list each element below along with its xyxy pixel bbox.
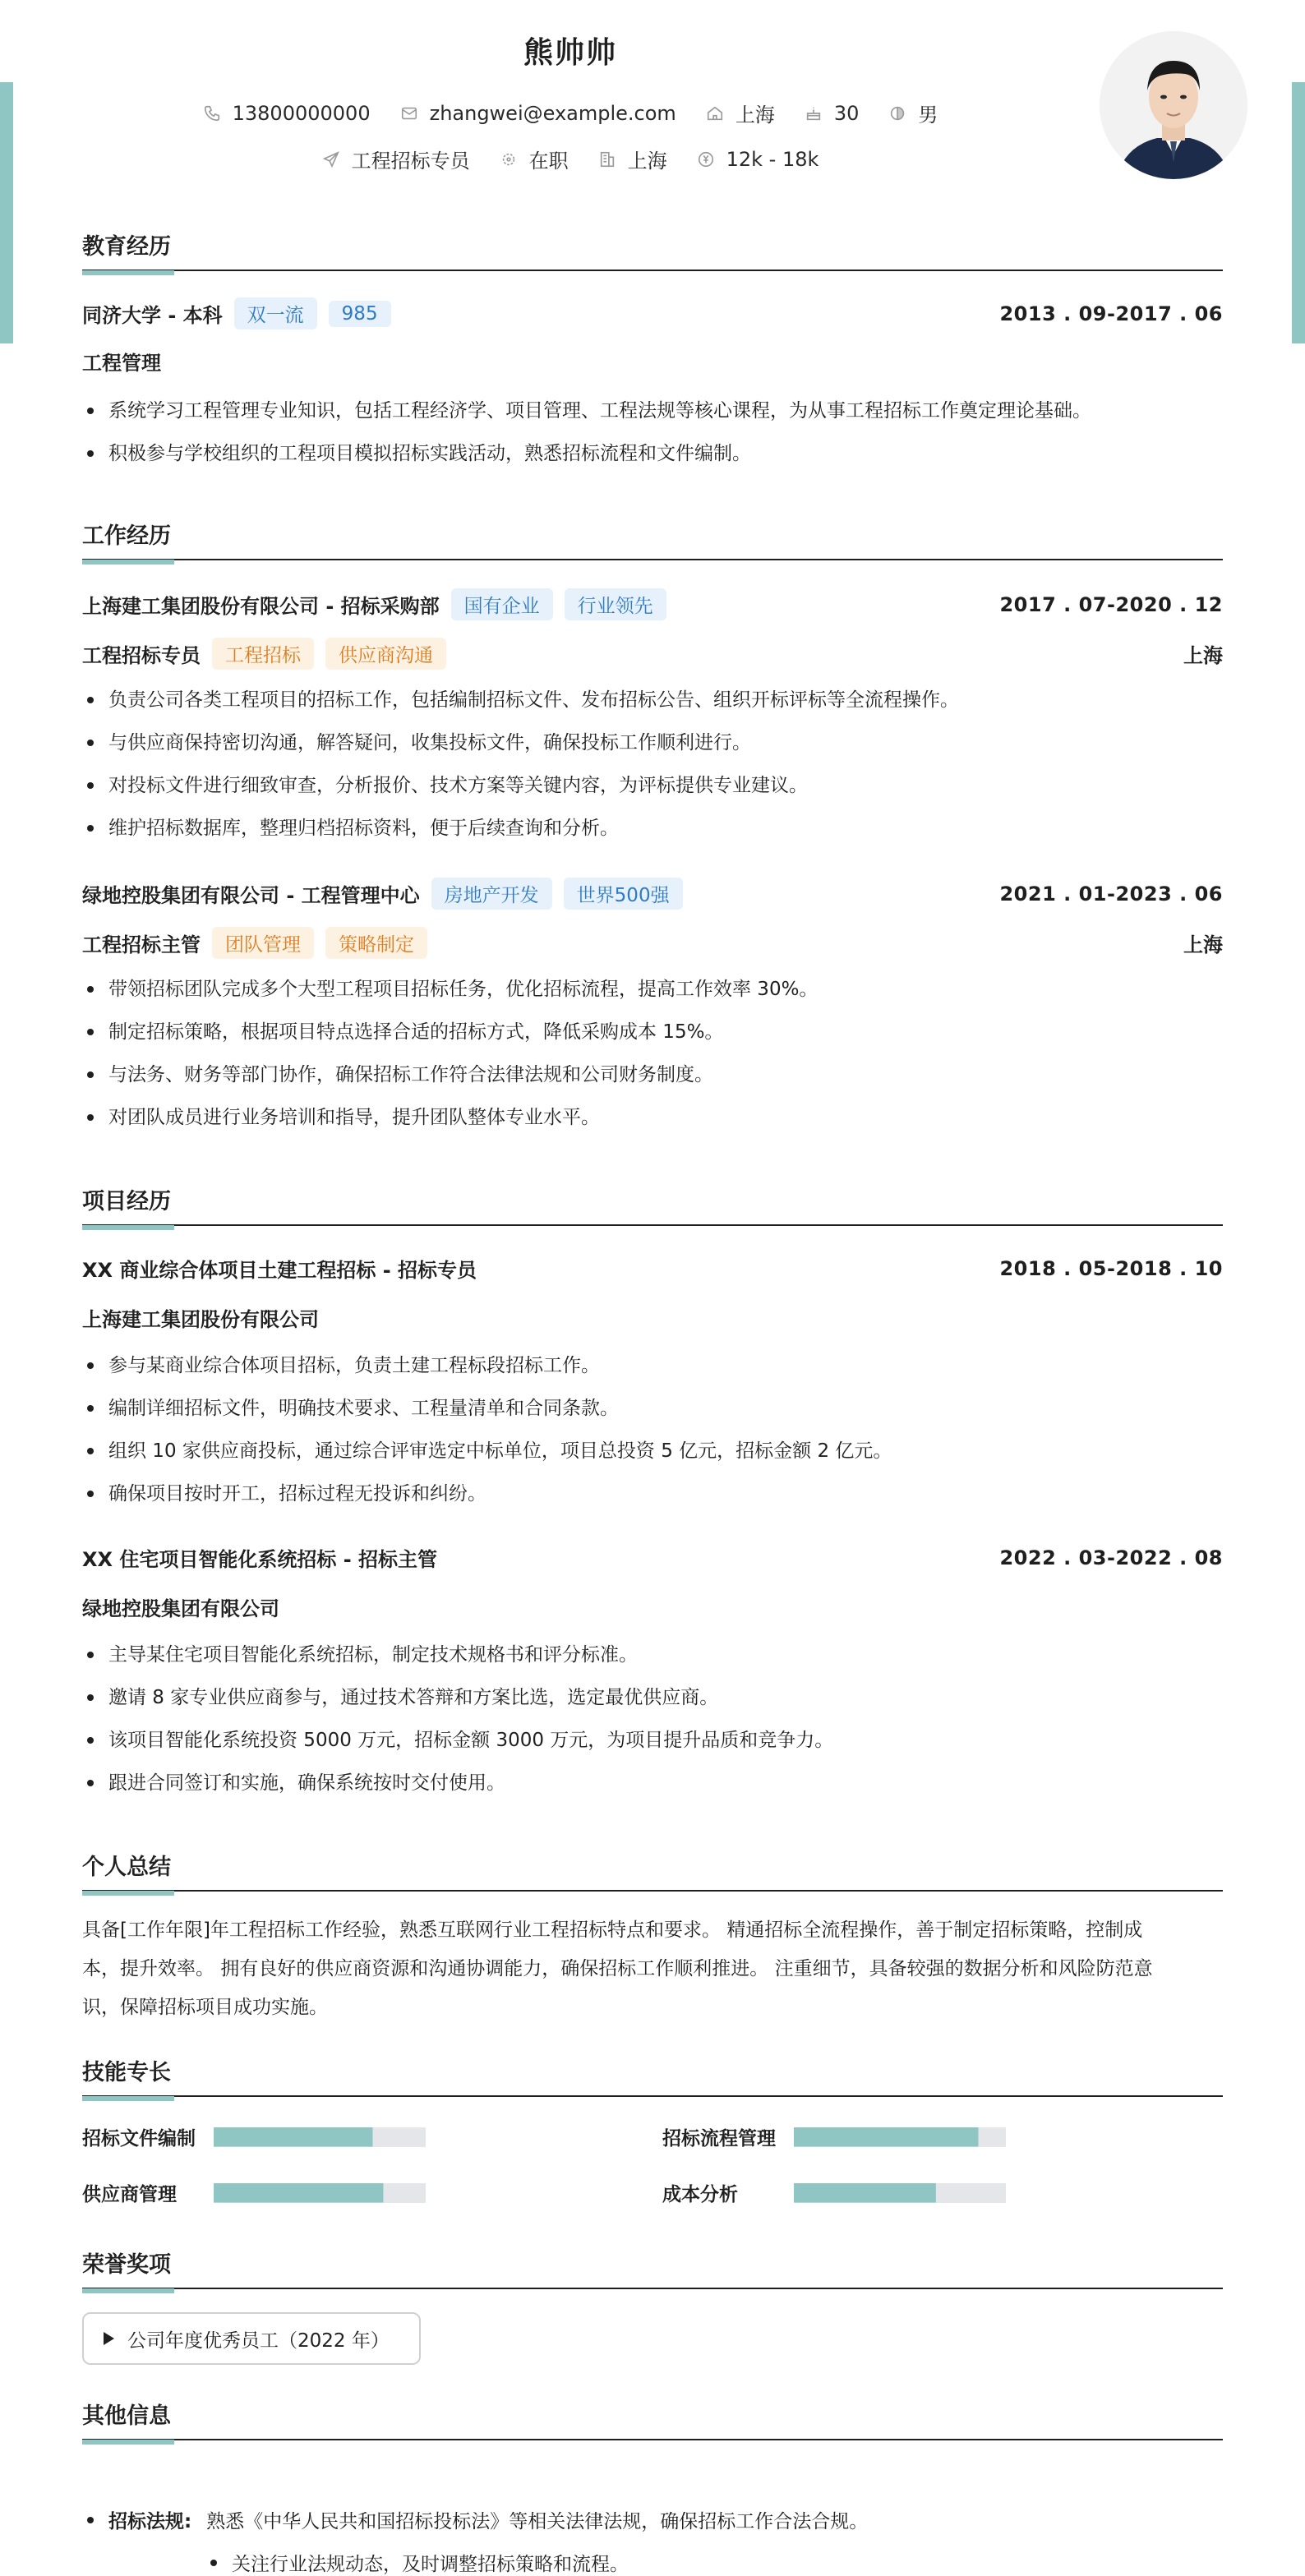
right-accent-bar	[1292, 82, 1305, 343]
section-underline	[82, 560, 174, 565]
position-item	[322, 145, 470, 173]
list-item: 与供应商保持密切沟通，解答疑问，收集投标文件，确保投标工作顺利进行。	[82, 721, 1223, 764]
project-name: XX 住宅项目智能化系统招标 - 招标主管	[82, 1548, 438, 1571]
summary-line: 本，提升效率。 拥有良好的供应商资源和沟通协调能力，确保招标工作顺利推进。 注重细节，具备较强的数据分析和风险防范意	[82, 1958, 1153, 1979]
project-date: 2018 . 05-2018 . 10	[999, 1256, 1223, 1280]
section-underline	[82, 2440, 174, 2445]
skill-bar-fill	[794, 2183, 936, 2203]
job-2-company-row	[82, 878, 1223, 910]
other-label: 招标法规:	[108, 2511, 192, 2532]
bullet-dot	[87, 2517, 94, 2523]
education-row	[82, 297, 1223, 329]
list-item: 与法务、财务等部门协作，确保招标工作符合法律法规和公司财务制度。	[82, 1053, 1223, 1096]
section-title: 其他信息	[82, 2403, 171, 2429]
list-item: 维护招标数据库，整理归档招标资料，便于后续查询和分析。	[82, 807, 1223, 850]
list-item: 制定招标策略，根据项目特点选择合适的招标方式，降低采购成本 15%。	[82, 1011, 1223, 1053]
list-item: 负责公司各类工程项目的招标工作，包括编制招标文件、发布招标公告、组织开标评标等全流程操作。	[82, 679, 1223, 721]
work-header	[82, 518, 1223, 560]
phone-text: 13800000000	[232, 101, 371, 125]
job-location: 上海	[1183, 644, 1223, 667]
contact-row-job	[82, 145, 1058, 173]
project-name: XX 商业综合体项目土建工程招标 - 招标专员	[82, 1259, 477, 1282]
email-item	[400, 102, 676, 125]
school-name: 同济大学 - 本科	[82, 304, 223, 327]
skill-item	[662, 2179, 1006, 2206]
section-title: 个人总结	[82, 1855, 171, 1880]
salary-item	[697, 148, 819, 171]
list-item: 编制详细招标文件，明确技术要求、工程量清单和合同条款。	[82, 1387, 1223, 1430]
skill-name: 招标文件编制	[82, 2128, 196, 2150]
company-name: 绿地控股集团有限公司 - 工程管理中心	[82, 884, 420, 907]
project-company: 上海建工集团股份有限公司	[82, 1308, 319, 1331]
contact-row-basic	[82, 99, 1058, 127]
summary-line: 具备[工作年限]年工程招标工作经验，熟悉互联网行业工程招标特点和要求。 精通招标全流程操作，善于制定招标策略，控制成	[82, 1919, 1143, 1941]
status-text: 在职	[528, 150, 569, 173]
section-title: 荣誉奖项	[82, 2252, 171, 2278]
left-accent-bar	[0, 82, 13, 343]
mail-icon	[400, 104, 418, 122]
role-tag: 供应商沟通	[325, 638, 446, 670]
skill-bar-fill	[214, 2183, 383, 2203]
summary-text	[82, 1911, 1223, 2027]
job-location: 上海	[1183, 933, 1223, 956]
send-icon	[322, 150, 340, 168]
other-line-2	[210, 2549, 629, 2576]
other-header	[82, 2398, 1223, 2440]
skill-bar	[214, 2183, 426, 2203]
job-date: 2021 . 01-2023 . 06	[999, 882, 1223, 906]
project-2-row	[82, 1543, 1223, 1572]
job-2-bullets	[82, 968, 1223, 1139]
projects-header	[82, 1183, 1223, 1226]
role-name: 工程招标专员	[82, 644, 201, 667]
major-name: 工程管理	[82, 352, 161, 375]
section-title: 技能专长	[82, 2060, 171, 2085]
job-1-role-row	[82, 638, 1223, 670]
job-1-company-row	[82, 588, 1223, 620]
city-item	[706, 99, 775, 127]
company-tag: 行业领先	[565, 588, 666, 620]
other-section	[82, 2398, 1223, 2575]
gender-text: 男	[918, 104, 938, 127]
skill-item	[82, 2123, 426, 2150]
list-item: 对团队成员进行业务培训和指导，提升团队整体专业水平。	[82, 1096, 1223, 1139]
education-bullets	[82, 389, 1223, 475]
list-item: 组织 10 家供应商投标，通过综合评审选定中标单位，项目总投资 5 亿元，招标金额 2 亿元。	[82, 1430, 1223, 1472]
skill-bar	[794, 2127, 1006, 2147]
building-icon	[598, 150, 616, 168]
summary-header	[82, 1849, 1223, 1892]
skills-section	[82, 2054, 1223, 2205]
project-2-bullets	[82, 1634, 1223, 1804]
yuan-icon	[697, 150, 715, 168]
phone-item	[203, 102, 371, 125]
section-underline	[82, 1225, 174, 1230]
skill-name: 成本分析	[662, 2184, 738, 2205]
project-company: 绿地控股集团有限公司	[82, 1597, 279, 1620]
education-date: 2013 . 09-2017 . 06	[999, 302, 1223, 325]
role-tag: 策略制定	[325, 927, 427, 959]
list-item: 对投标文件进行细致审查，分析报价、技术方案等关键内容，为评标提供专业建议。	[82, 764, 1223, 807]
list-item: 积极参与学校组织的工程项目模拟招标实践活动，熟悉招标流程和文件编制。	[82, 432, 1223, 475]
section-title: 教育经历	[82, 234, 171, 260]
city-text: 上海	[735, 104, 775, 127]
company-tag: 房地产开发	[431, 878, 552, 910]
job-date: 2017 . 07-2020 . 12	[999, 592, 1223, 616]
award-text: 公司年度优秀员工（2022 年）	[127, 2329, 390, 2352]
skill-bar-fill	[214, 2127, 373, 2147]
resume-page	[82, 0, 1223, 2575]
skill-item	[82, 2179, 426, 2206]
salary-text: 12k - 18k	[726, 147, 819, 171]
age-text: 30	[833, 101, 860, 125]
bullet-dot	[210, 2560, 217, 2566]
skill-bar-fill	[794, 2127, 978, 2147]
job-2-role-row	[82, 927, 1223, 959]
list-item: 主导某住宅项目智能化系统招标，制定技术规格书和评分标准。	[82, 1634, 1223, 1676]
list-item: 跟进合同签订和实施，确保系统按时交付使用。	[82, 1762, 1223, 1804]
skill-bar	[214, 2127, 426, 2147]
skill-name: 招标流程管理	[662, 2128, 776, 2150]
section-underline	[82, 2096, 174, 2101]
email-text: zhangwei@example.com	[429, 101, 676, 125]
target-city-item	[598, 145, 667, 173]
status-item	[500, 145, 569, 173]
skill-name: 供应商管理	[82, 2184, 177, 2205]
section-underline	[82, 2288, 174, 2293]
play-icon	[104, 2332, 114, 2345]
other-line-1	[87, 2506, 868, 2533]
skill-item	[662, 2123, 1006, 2150]
other-text: 关注行业法规动态，及时调整招标策略和流程。	[232, 2554, 629, 2575]
company-tag: 世界500强	[564, 878, 683, 910]
list-item: 参与某商业综合体项目招标，负责土建工程标段招标工作。	[82, 1344, 1223, 1387]
company-tag: 国有企业	[451, 588, 553, 620]
skill-bar	[794, 2183, 1006, 2203]
list-item: 该项目智能化系统投资 5000 万元，招标金额 3000 万元，为项目提升品质和竞争力。	[82, 1719, 1223, 1762]
summary-line: 识，保障招标项目成功实施。	[82, 1997, 328, 2018]
phone-icon	[203, 104, 221, 122]
project-date: 2022 . 03-2022 . 08	[999, 1546, 1223, 1569]
age-item	[805, 102, 860, 125]
role-tag: 团队管理	[212, 927, 314, 959]
list-item: 邀请 8 家专业供应商参与，通过技术答辩和方案比选，选定最优供应商。	[82, 1676, 1223, 1719]
education-section	[82, 228, 1223, 464]
list-item: 带领招标团队完成多个大型工程项目招标任务，优化招标流程，提高工作效率 30%。	[82, 968, 1223, 1011]
cake-icon	[805, 104, 823, 122]
list-item: 确保项目按时开工，招标过程无投诉和纠纷。	[82, 1472, 1223, 1515]
education-header	[82, 228, 1223, 271]
project-1-bullets	[82, 1344, 1223, 1515]
skills-header	[82, 2054, 1223, 2097]
home-icon	[706, 104, 724, 122]
resume-header	[82, 0, 1223, 189]
section-underline	[82, 270, 174, 275]
award-item[interactable]	[82, 2312, 421, 2365]
projects-section	[82, 1183, 1223, 1794]
section-underline	[82, 1891, 174, 1896]
gender-icon	[888, 104, 906, 122]
school-tag: 985	[329, 301, 391, 327]
candidate-name: 熊帅帅	[523, 36, 617, 70]
list-item: 系统学习工程管理专业知识，包括工程经济学、项目管理、工程法规等核心课程，为从事工程招标工作奠定理论基础。	[82, 389, 1223, 432]
status-icon	[500, 150, 518, 168]
job-1-bullets	[82, 679, 1223, 850]
project-1-row	[82, 1254, 1223, 1283]
summary-section	[82, 1849, 1223, 2018]
major-row	[82, 347, 1223, 376]
section-title: 项目经历	[82, 1189, 171, 1214]
project-1-company-row	[82, 1303, 1223, 1332]
work-section	[82, 518, 1223, 1128]
other-text: 熟悉《中华人民共和国招标投标法》等相关法律法规，确保招标工作合法合规。	[206, 2511, 869, 2532]
awards-header	[82, 2247, 1223, 2289]
position-text: 工程招标专员	[351, 150, 470, 173]
project-2-company-row	[82, 1592, 1223, 1621]
role-name: 工程招标主管	[82, 933, 201, 956]
gender-item	[888, 99, 938, 127]
role-tag: 工程招标	[212, 638, 314, 670]
avatar	[1100, 31, 1247, 179]
section-title: 工作经历	[82, 523, 171, 549]
company-name: 上海建工集团股份有限公司 - 招标采购部	[82, 595, 440, 618]
target-city-text: 上海	[627, 150, 667, 173]
awards-section	[82, 2247, 1223, 2352]
school-tag: 双一流	[234, 297, 317, 329]
